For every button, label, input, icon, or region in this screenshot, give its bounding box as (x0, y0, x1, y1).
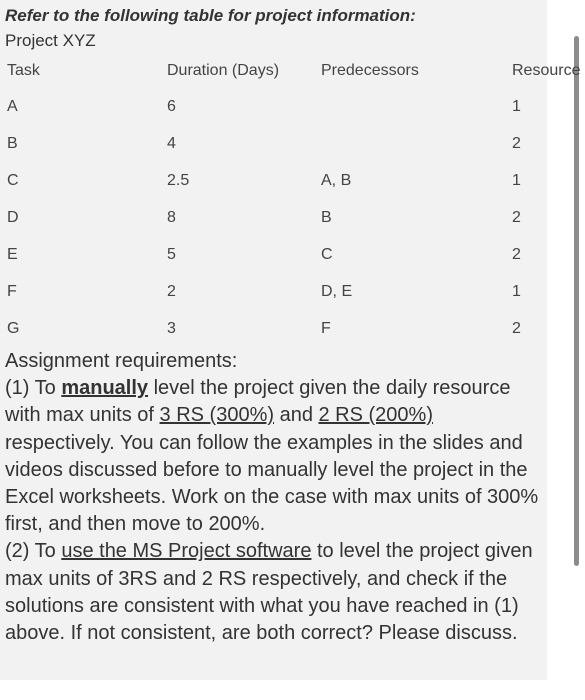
task-cell: G (7, 320, 20, 337)
duration-cell: 2.5 (167, 172, 190, 189)
assignment-heading: Assignment requirements: (5, 350, 238, 372)
ms-project-emphasis: use the MS Project software (61, 540, 312, 563)
assignment-section (5, 348, 547, 647)
duration-cell: 5 (167, 246, 176, 263)
resource-cell: 2 (512, 135, 521, 152)
duration-cell: 6 (167, 98, 176, 115)
task-cell: B (7, 135, 18, 152)
duration-cell: 8 (167, 209, 176, 226)
predecessors-cell: F (321, 320, 331, 337)
task-cell: C (7, 172, 19, 189)
predecessors-cell: A, B (321, 172, 352, 189)
max-units-3rs: 3 RS (300%) (159, 404, 275, 427)
duration-cell: 2 (167, 283, 176, 300)
requirement-2-text: (2) To (5, 540, 62, 563)
requirement-2 (5, 538, 547, 647)
resource-cell: 1 (512, 283, 521, 300)
task-cell: A (7, 98, 18, 115)
resource-cell: 2 (512, 320, 521, 337)
column-header-task: Task (7, 62, 40, 79)
predecessors-cell: C (321, 246, 333, 263)
resource-cell: 1 (512, 98, 521, 115)
column-header-duration: Duration (Days) (167, 62, 280, 79)
task-cell: E (7, 246, 18, 263)
task-cell: F (7, 283, 17, 300)
resource-cell: 1 (512, 172, 521, 189)
task-cell: D (7, 209, 19, 226)
project-name: Project XYZ (5, 31, 96, 50)
requirement-1-text: (1) To (5, 377, 62, 400)
manually-emphasis: manually (61, 377, 149, 400)
requirement-1-text: respectively. You can follow the examples in the slides and videos discussed before to manually level the project in the Excel worksheets. Work on the case with max units of 300% first, and then move to 200%. (5, 431, 539, 536)
intro-heading: Refer to the following table for project information: (5, 6, 416, 25)
predecessors-cell: D, E (321, 283, 353, 300)
resource-cell: 2 (512, 246, 521, 263)
predecessors-cell: B (321, 209, 332, 226)
vertical-scrollbar[interactable] (574, 36, 579, 566)
requirement-1-text: level the project given the daily resource with max units of (5, 377, 511, 427)
requirement-1-text: and (274, 404, 319, 427)
requirement-1 (5, 375, 547, 538)
column-header-predecessors: Predecessors (321, 62, 419, 79)
max-units-2rs: 2 RS (200%) (318, 404, 433, 427)
duration-cell: 4 (167, 135, 176, 152)
duration-cell: 3 (167, 320, 176, 337)
requirement-2-text: to level the project given max units of 3RS and 2 RS respectively, and check if the solutions are consistent with what you have reached in (1) above. If not consistent, are both correct? Please discuss. (5, 540, 533, 645)
column-header-resource: Resource (512, 62, 581, 79)
resource-cell: 2 (512, 209, 521, 226)
